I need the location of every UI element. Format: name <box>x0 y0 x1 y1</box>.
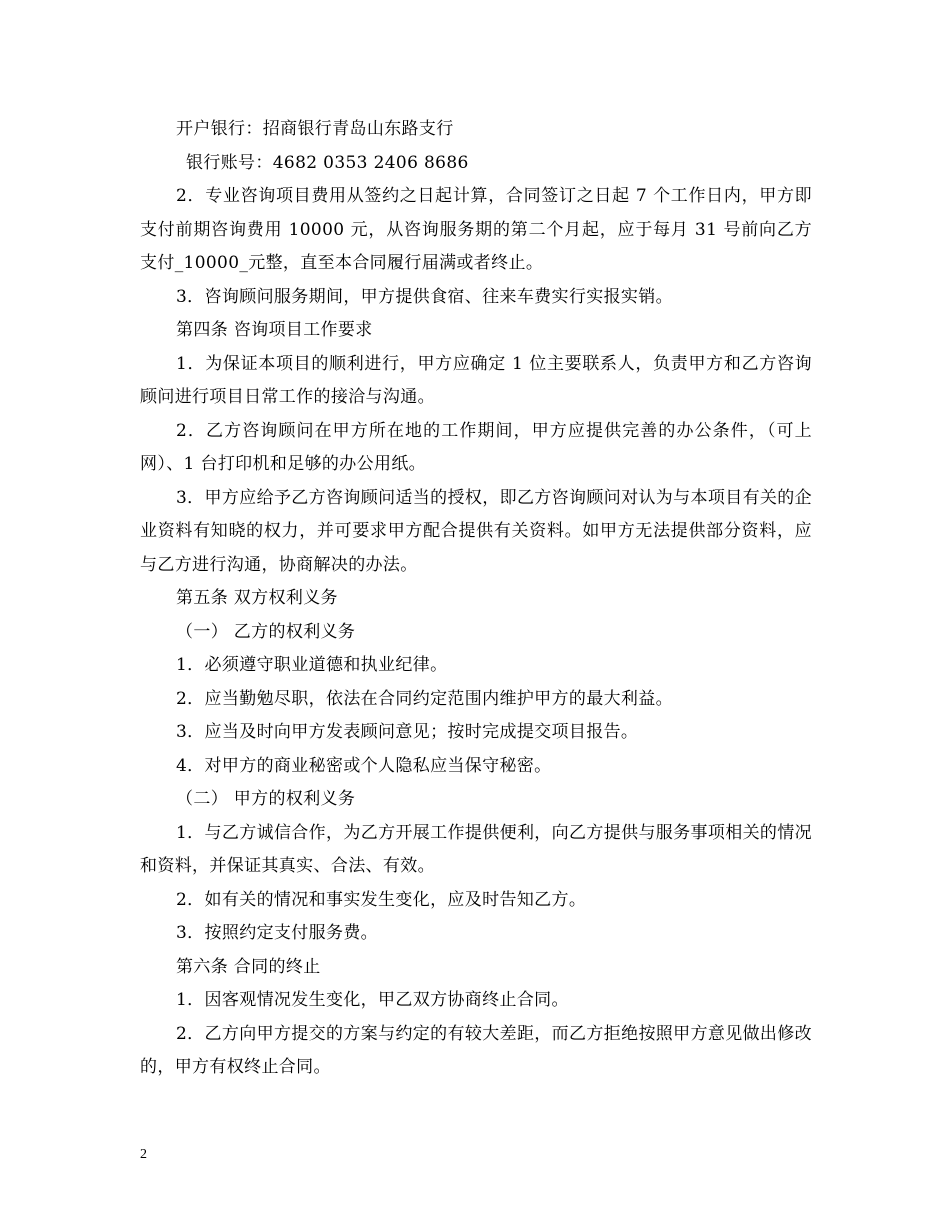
article-6-item-1: 1．因客观情况发生变化，甲乙双方协商终止合同。 <box>176 990 569 1010</box>
article-6-heading: 第六条 合同的终止 <box>176 956 321 977</box>
article-4-heading: 第四条 咨询项目工作要求 <box>176 320 373 340</box>
document-body <box>140 113 812 1085</box>
party-b-item-1: 1．必须遵守职业道德和执业纪律。 <box>176 655 448 675</box>
article-4-item-2: 2．乙方咨询顾问在甲方所在地的工作期间，甲方应提供完善的办公条件，（可上网）、1 台打印机和足够的办公用纸。 <box>140 420 812 474</box>
article-4-item-1: 1．为保证本项目的顺利进行，甲方应确定 1 位主要联系人，负责甲方和乙方咨询顾问进行项目日常工作的接洽与沟通。 <box>140 353 812 407</box>
party-a-item-3: 3．按照约定支付服务费。 <box>176 923 379 943</box>
article-5-heading: 第五条 双方权利义务 <box>176 588 338 608</box>
party-a-heading: （二） 甲方的权利义务 <box>176 789 356 809</box>
fee-clause-2: 2．专业咨询项目费用从签约之日起计算，合同签订之日起 7 个工作日内，甲方即支付前期咨询费用 10000 元，从咨询服务期的第二个月起，应于每月 31 号前向乙方支付_10000_元整，直至本合同履行届满或者终止。 <box>140 186 812 273</box>
party-a-item-1: 1．与乙方诚信合作，为乙方开展工作提供便利，向乙方提供与服务事项相关的情况和资料，并保证其真实、合法、有效。 <box>140 822 812 876</box>
page-number: 2 <box>140 1147 147 1162</box>
bank-name-line: 开户银行：招商银行青岛山东路支行 <box>176 119 454 139</box>
party-b-item-2: 2．应当勤勉尽职，依法在合同约定范围内维护甲方的最大利益。 <box>176 688 673 709</box>
bank-account-line: 银行账号：4682 0353 2406 8686 <box>186 152 469 173</box>
fee-clause-3: 3．咨询顾问服务期间，甲方提供食宿、往来车费实行实报实销。 <box>176 286 673 307</box>
article-4-item-3: 3．甲方应给予乙方咨询顾问适当的授权，即乙方咨询顾问对认为与本项目有关的企业资料有知晓的权力，并可要求甲方配合提供有关资料。如甲方无法提供部分资料，应与乙方进行沟通，协商解决的办法。 <box>140 487 812 575</box>
party-b-item-3: 3．应当及时向甲方发表顾问意见；按时完成提交项目报告。 <box>176 722 639 742</box>
article-6-item-2: 2．乙方向甲方提交的方案与约定的有较大差距，而乙方拒绝按照甲方意见做出修改的，甲方有权终止合同。 <box>140 1023 812 1077</box>
party-b-heading: （一） 乙方的权利义务 <box>176 621 356 642</box>
party-b-item-4: 4．对甲方的商业秘密或个人隐私应当保守秘密。 <box>176 755 552 776</box>
party-a-item-2: 2．如有关的情况和事实发生变化，应及时告知乙方。 <box>176 889 587 910</box>
